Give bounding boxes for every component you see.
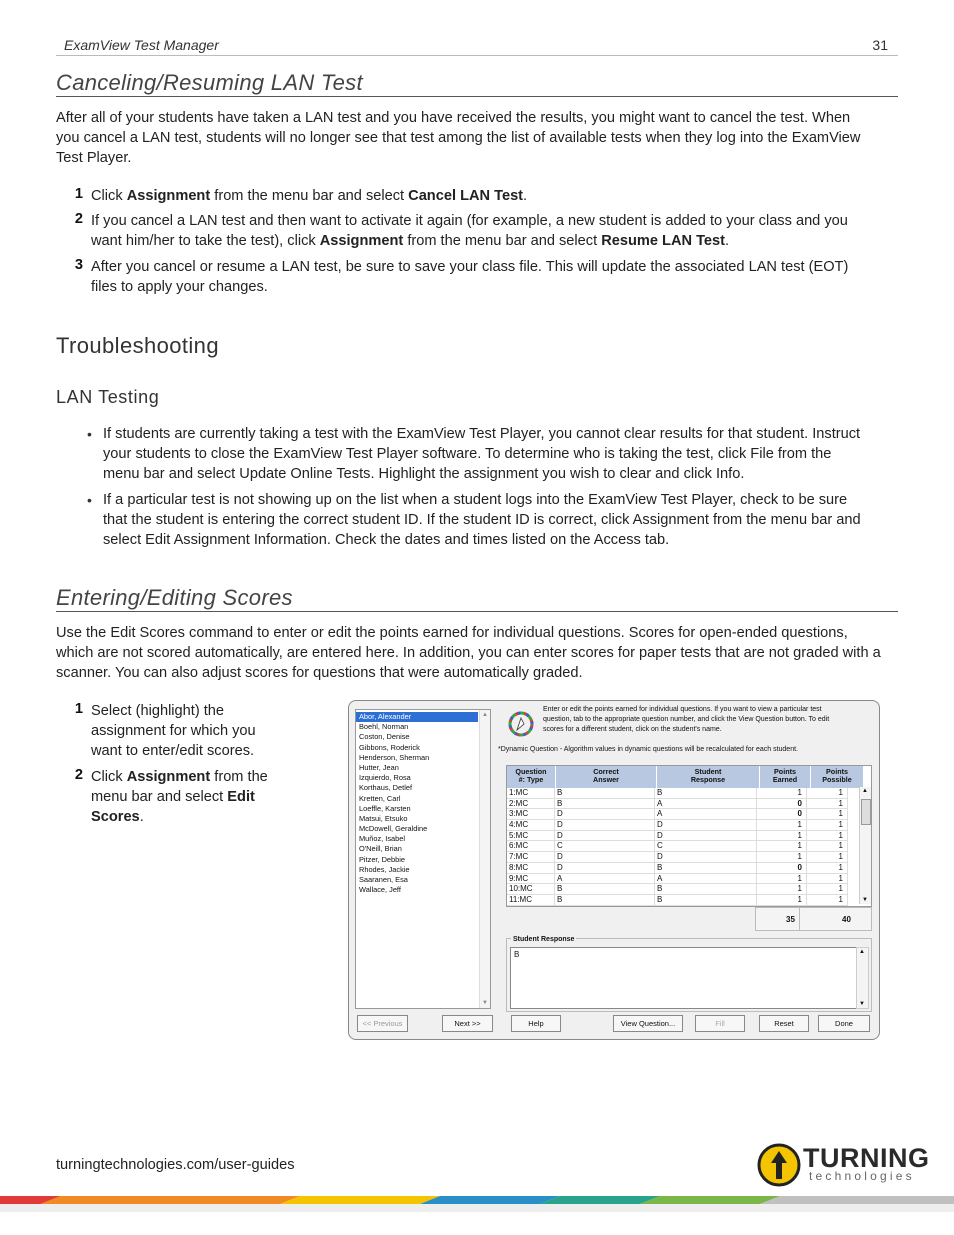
total-earned: 35	[786, 915, 795, 924]
help-button[interactable]: Help	[511, 1015, 561, 1032]
table-cell: 2:MC	[507, 799, 555, 810]
bullet-icon: •	[87, 492, 92, 508]
step-text-run: from the menu bar and select	[210, 188, 409, 204]
step-number: 3	[74, 257, 83, 273]
table-cell: D	[555, 831, 655, 842]
instructions-line: Enter or edit the points earned for individual questions. If you want to view a particular test	[543, 706, 822, 713]
response-scrollbar[interactable]	[856, 947, 869, 1009]
step-line	[91, 807, 321, 827]
table-cell: 7:MC	[507, 852, 555, 863]
bullet-text	[103, 490, 898, 550]
student-list-item[interactable]: Muñoz, Isabel	[359, 834, 406, 844]
student-response-field[interactable]	[510, 947, 858, 1009]
table-cell: B	[655, 863, 757, 874]
student-list-item[interactable]: Boehl, Norman	[359, 722, 409, 732]
table-cell: C	[655, 841, 757, 852]
scores-table-header	[507, 766, 871, 788]
student-list-item[interactable]: Hutter, Jean	[359, 762, 399, 772]
bullet-line: If a particular test is not showing up on the list when a student logs into the ExamView Test Player, check to be sure	[103, 492, 848, 508]
scroll-down-icon[interactable]: ▼	[482, 1000, 488, 1006]
step-line	[91, 701, 321, 721]
student-list-item[interactable]: O'Neill, Brian	[359, 844, 402, 854]
table-cell[interactable]: 1	[757, 895, 807, 906]
student-list-item[interactable]: Loeffle, Karsten	[359, 803, 411, 813]
table-row[interactable]	[507, 799, 871, 810]
lan-testing-heading: LAN Testing	[56, 387, 160, 407]
section2-intro	[56, 623, 906, 683]
turning-logo-icon	[757, 1141, 805, 1189]
table-cell: 11:MC	[507, 895, 555, 906]
table-cell: B	[555, 895, 655, 906]
bullet-line: your students to close the ExamView Test Player software. To determine who is taking the test, click File from the	[103, 446, 832, 462]
column-header-line: Question	[515, 767, 547, 776]
step-line	[91, 767, 321, 787]
column-header-line: Earned	[772, 775, 798, 784]
bold-term: Assignment	[319, 233, 404, 249]
troubleshooting-heading: Troubleshooting	[56, 333, 219, 358]
step-line	[91, 787, 321, 807]
table-cell[interactable]: 1	[757, 852, 807, 863]
table-cell: 1	[807, 884, 848, 895]
table-cell[interactable]: 1	[757, 874, 807, 885]
column-header-line: Possible	[822, 775, 852, 784]
intro-line: After all of your students have taken a LAN test and you have received the results, you might want to cancel the test. When	[56, 110, 851, 126]
table-cell: 4:MC	[507, 820, 555, 831]
instructions-line: scores for a different student, click on the student's name.	[543, 726, 722, 733]
student-list-item[interactable]: Matsui, Etsuko	[359, 813, 408, 823]
step-text-run: want to enter/edit scores.	[91, 743, 255, 759]
table-cell: B	[555, 884, 655, 895]
student-response-value: B	[514, 950, 520, 959]
column-header-line: #: Type	[518, 775, 544, 784]
turning-technologies-logo	[757, 1141, 932, 1189]
table-cell: 1	[807, 799, 848, 810]
table-cell: 1	[807, 831, 848, 842]
bullet-icon: •	[87, 426, 92, 442]
intro-line: Use the Edit Scores command to enter or edit the points earned for individual questions. Scores for open-ended questions,	[56, 625, 848, 641]
done-button[interactable]: Done	[818, 1015, 870, 1032]
previous-button[interactable]: << Previous	[357, 1015, 408, 1032]
table-cell: 1	[807, 809, 848, 820]
scroll-up-icon[interactable]: ▲	[482, 712, 488, 718]
table-cell: D	[555, 820, 655, 831]
table-row[interactable]	[507, 831, 871, 842]
step-text	[91, 701, 321, 761]
student-list-item[interactable]: Gibbons, Roderick	[359, 742, 420, 752]
table-cell: 1	[807, 841, 848, 852]
table-cell: 1	[807, 895, 848, 906]
step-line	[91, 211, 891, 231]
table-cell: 1:MC	[507, 788, 555, 799]
step-number: 2	[74, 211, 83, 227]
edit-scores-dialog	[348, 700, 880, 1040]
table-cell: D	[555, 863, 655, 874]
bold-term: Resume LAN Test	[601, 233, 726, 249]
intro-line: which are not scored automatically, are entered here. In addition, you can enter scores for paper tests that are not graded with a	[56, 645, 881, 661]
bullet-line: select Edit Assignment Information. Check the dates and times listed on the Access tab.	[103, 532, 670, 548]
table-row[interactable]	[507, 874, 871, 885]
step-text-run: .	[523, 188, 528, 204]
table-cell[interactable]: 1	[757, 884, 807, 895]
table-cell: A	[655, 809, 757, 820]
student-list-item[interactable]: Henderson, Sherman	[359, 752, 430, 762]
table-cell: 1	[807, 820, 848, 831]
table-cell: B	[655, 895, 757, 906]
page-number: 31	[872, 37, 888, 53]
table-cell: C	[555, 841, 655, 852]
intro-line: scanner. You can also adjust scores for questions that were automatically graded.	[56, 665, 583, 681]
bold-term: Assignment	[126, 769, 211, 785]
table-cell: D	[655, 820, 757, 831]
table-cell[interactable]: 0	[757, 809, 807, 820]
bold-term: Scores	[91, 809, 140, 825]
logo-word: TURNING	[803, 1143, 930, 1173]
scores-scrollbar[interactable]	[859, 787, 871, 904]
step-line	[91, 186, 891, 206]
step-line	[91, 277, 891, 297]
running-header-title: ExamView Test Manager	[64, 37, 219, 53]
dialog-instructions	[543, 705, 873, 735]
table-row[interactable]	[507, 820, 871, 831]
bullet-line: If students are currently taking a test with the ExamView Test Player, you cannot clear results for that student. Instruct	[103, 426, 861, 442]
column-header	[760, 766, 811, 788]
step-text-run: Click	[91, 188, 127, 204]
instructions-line: question, tab to the appropriate question number, and click the View Question button. To edit	[543, 716, 830, 723]
step-number: 1	[74, 186, 83, 202]
next-button[interactable]: Next >>	[442, 1015, 493, 1032]
totals-row	[755, 907, 872, 931]
section-rule	[56, 96, 898, 97]
table-cell: A	[655, 874, 757, 885]
table-cell[interactable]: 0	[757, 863, 807, 874]
section-rule	[56, 611, 898, 612]
table-cell[interactable]: 0	[757, 799, 807, 810]
table-cell[interactable]: 1	[757, 820, 807, 831]
step-line	[91, 721, 321, 741]
step-text-run: .	[725, 233, 730, 249]
table-cell: 1	[807, 874, 848, 885]
student-list-item[interactable]: Coston, Denise	[359, 732, 410, 742]
step-text-run: Click	[91, 769, 127, 785]
step-text	[91, 211, 891, 251]
bullet-line: menu bar and select Update Online Tests. Highlight the assignment you wish to clear and click Info.	[103, 466, 745, 482]
intro-line: Test Player.	[56, 150, 132, 166]
student-list-item[interactable]: Abor, Alexander	[356, 712, 478, 722]
step-text-run: from the	[210, 769, 268, 785]
table-cell: 1	[807, 863, 848, 874]
table-cell: 5:MC	[507, 831, 555, 842]
color-wheel-icon	[507, 710, 535, 738]
student-list-item[interactable]: Wallace, Jeff	[359, 885, 401, 895]
student-list-item[interactable]: Rhodes, Jackie	[359, 864, 410, 874]
logo-subtitle: technologies	[809, 1169, 915, 1183]
scroll-up-icon[interactable]: ▲	[862, 788, 868, 794]
view-question-button[interactable]: View Question...	[613, 1015, 683, 1032]
student-list-items	[356, 712, 478, 895]
intro-line: you cancel a LAN test, students will no longer see that test among the list of available tests when they log into the ExamView	[56, 130, 861, 146]
footer-color-stripe	[0, 1196, 954, 1212]
step-text	[91, 257, 891, 297]
table-cell: A	[655, 799, 757, 810]
step-text-run: from the menu bar and select	[403, 233, 602, 249]
table-cell: A	[555, 874, 655, 885]
table-row[interactable]	[507, 895, 871, 906]
column-header	[507, 766, 556, 788]
student-list-item[interactable]: McDowell, Geraldine	[359, 824, 428, 834]
column-header-line: Points	[774, 767, 796, 776]
column-header-line: Points	[826, 767, 848, 776]
table-cell: 3:MC	[507, 809, 555, 820]
step-text	[91, 767, 321, 827]
step-number: 2	[74, 767, 83, 783]
step-text-run: Select (highlight) the	[91, 703, 225, 719]
scroll-down-icon[interactable]: ▼	[862, 897, 868, 903]
step-text	[91, 186, 891, 206]
student-list[interactable]	[355, 709, 491, 1009]
table-cell: D	[555, 852, 655, 863]
section-heading-canceling: Canceling/Resuming LAN Test	[56, 70, 363, 95]
table-row[interactable]	[507, 863, 871, 874]
header-divider	[56, 55, 898, 56]
column-header	[811, 766, 864, 788]
student-list-item[interactable]: Kretten, Carl	[359, 793, 401, 803]
student-response-group	[506, 938, 872, 1012]
column-header-line: Response	[690, 775, 726, 784]
step-text-run: assignment for which you	[91, 723, 256, 739]
table-cell: B	[555, 788, 655, 799]
table-cell: 9:MC	[507, 874, 555, 885]
step-text-run: files to apply your changes.	[91, 279, 268, 295]
column-header-line: Student	[694, 767, 722, 776]
step-text-run: If you cancel a LAN test and then want to activate it again (for example, a new student is added to your class and you	[91, 213, 848, 229]
step-text-run: menu bar and select	[91, 789, 228, 805]
bullet-line: that the student is entering the correct student ID. If the student ID is correct, click Assignment from the menu bar and	[103, 512, 861, 528]
table-row[interactable]	[507, 852, 871, 863]
reset-button[interactable]: Reset	[759, 1015, 809, 1032]
student-list-item[interactable]: Izquierdo, Rosa	[359, 773, 411, 783]
bullet-text	[103, 424, 898, 484]
step-line	[91, 741, 321, 761]
footer-url[interactable]: turningtechnologies.com/user-guides	[56, 1157, 295, 1173]
table-cell: D	[655, 831, 757, 842]
total-possible: 40	[842, 915, 851, 924]
table-cell: B	[655, 884, 757, 895]
column-header-line: Answer	[593, 775, 619, 784]
table-cell: 6:MC	[507, 841, 555, 852]
student-response-label: Student Response	[513, 936, 575, 943]
table-cell: D	[555, 809, 655, 820]
scroll-up-icon[interactable]: ▲	[859, 949, 865, 955]
scores-table	[506, 765, 872, 907]
column-header	[556, 766, 657, 788]
column-header	[657, 766, 760, 788]
bold-term: Assignment	[126, 188, 211, 204]
step-text-run: .	[139, 809, 144, 825]
student-list-scrollbar[interactable]	[479, 710, 490, 1008]
column-header-line: Correct	[593, 767, 619, 776]
table-cell: B	[555, 799, 655, 810]
table-row[interactable]	[507, 788, 871, 799]
bold-term: Edit	[227, 789, 255, 805]
table-row[interactable]	[507, 809, 871, 820]
dynamic-question-note: *Dynamic Question - Algorithm values in dynamic questions will be recalculated for each student.	[498, 746, 798, 753]
bold-term: Cancel LAN Test	[408, 188, 524, 204]
table-cell: 10:MC	[507, 884, 555, 895]
section-heading-editing-scores: Entering/Editing Scores	[56, 585, 293, 610]
table-row[interactable]	[507, 884, 871, 895]
table-cell: 1	[807, 852, 848, 863]
table-row[interactable]	[507, 841, 871, 852]
student-list-item[interactable]: Korthaus, Detlef	[359, 783, 412, 793]
fill-button[interactable]: Fill	[695, 1015, 745, 1032]
step-number: 1	[74, 701, 83, 717]
step-text-run: want him/her to take the test), click	[91, 233, 320, 249]
scores-table-body	[507, 788, 871, 906]
table-cell: 8:MC	[507, 863, 555, 874]
scroll-thumb[interactable]	[861, 799, 871, 825]
student-list-item[interactable]: Saaranen, Esa	[359, 875, 408, 884]
scroll-down-icon[interactable]: ▼	[859, 1001, 865, 1007]
table-cell[interactable]: 1	[757, 788, 807, 799]
table-cell[interactable]: 1	[757, 831, 807, 842]
table-cell: D	[655, 852, 757, 863]
student-list-item[interactable]: Pitzer, Debbie	[359, 854, 406, 864]
step-line	[91, 257, 891, 277]
table-cell: 1	[807, 788, 848, 799]
step-text-run: After you cancel or resume a LAN test, be sure to save your class file. This will update the associated LAN test (EOT)	[91, 259, 849, 275]
table-cell[interactable]: 1	[757, 841, 807, 852]
step-line	[91, 231, 891, 251]
table-cell: B	[655, 788, 757, 799]
section1-intro	[56, 108, 901, 168]
